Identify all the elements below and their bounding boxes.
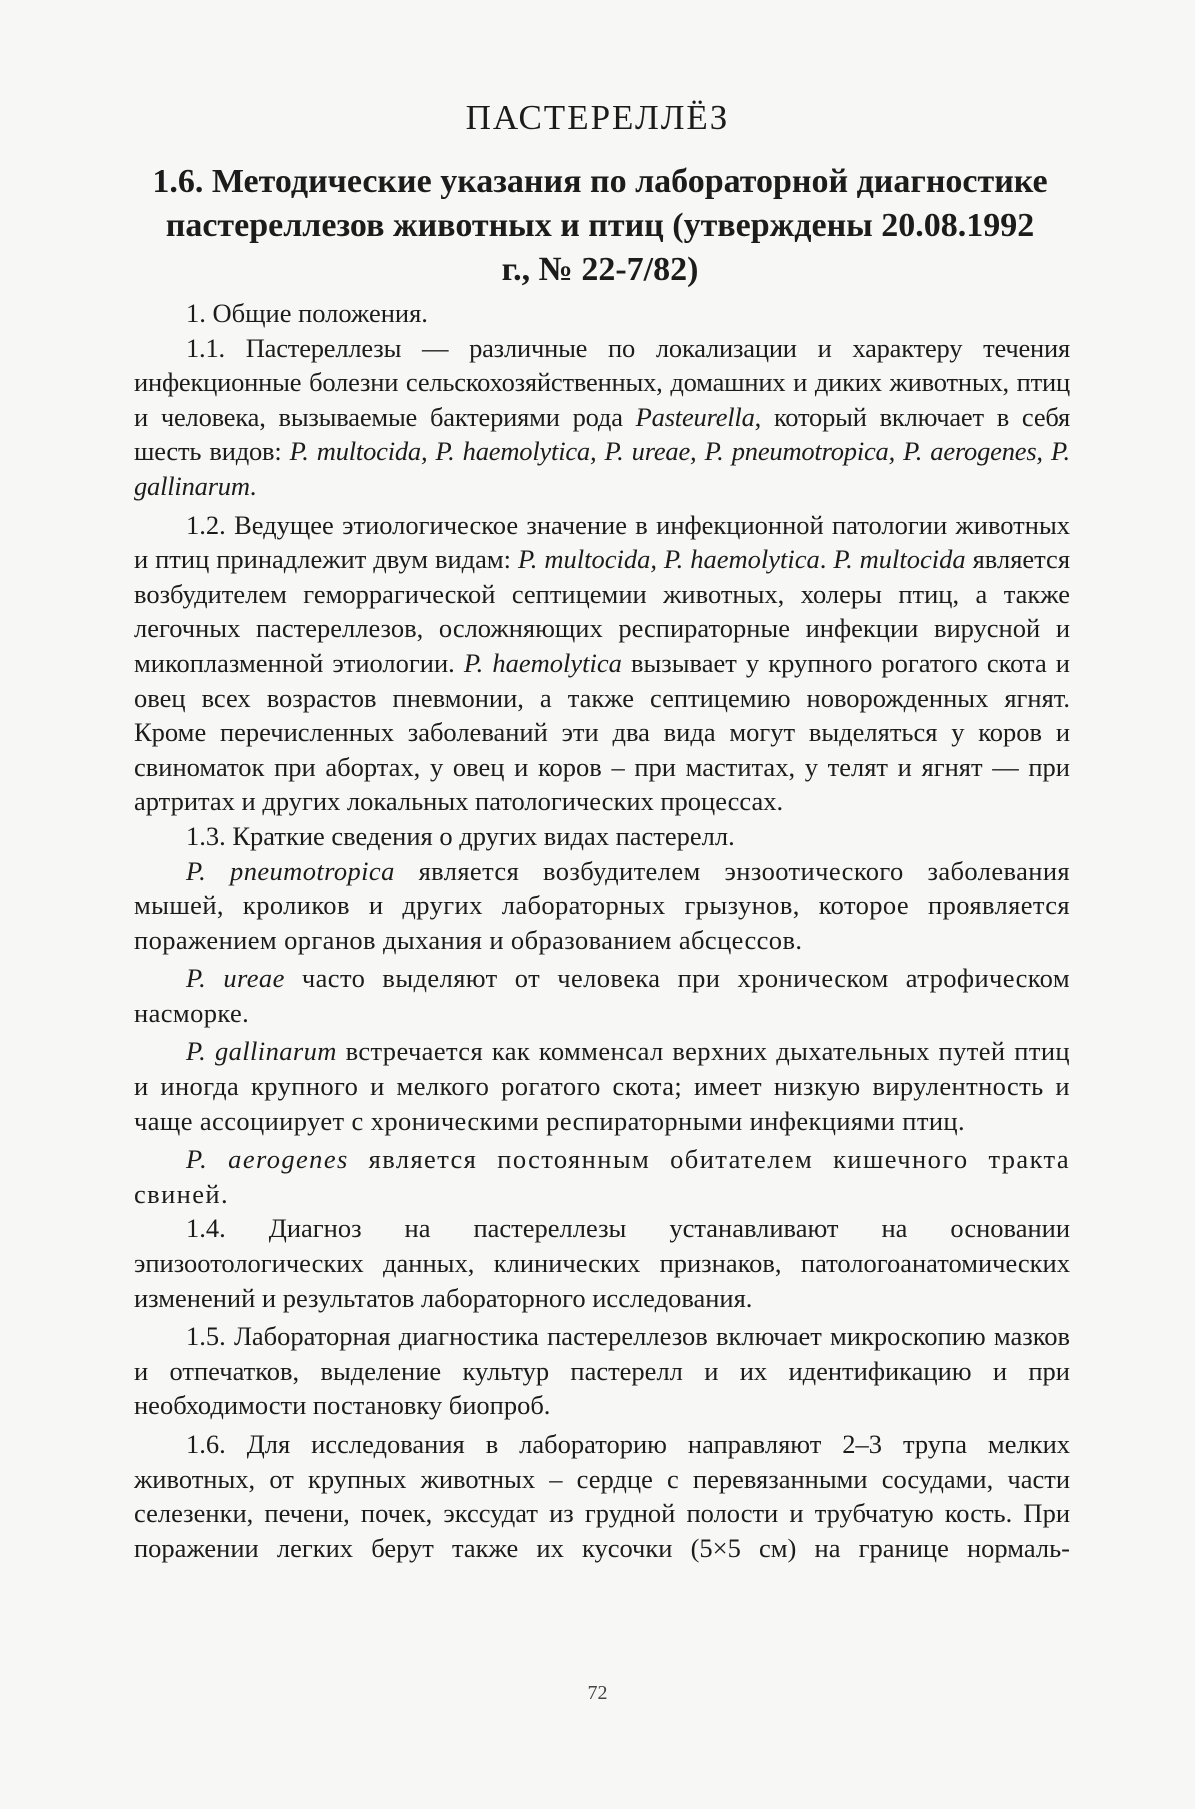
section-heading: 1.6. Методические указания по лабораторной диагностике пастереллезов животных и птиц (утверждены 20.08.1992 г., № 22-7/82): [152, 163, 1048, 288]
genus-name: Pasteurella: [635, 401, 755, 432]
paragraph-text: вызывает у крупного рогатого скота и овец всех возрастов пневмонии, а также септицемию новорожденных ягнят. Кроме перечисленных заболеваний эти два вида могут выделяться у коров и свиноматок при абортах, у овец и коров – при маститах, у телят и ягнят — при артритах и других локальных патологических процессах.: [134, 647, 1070, 817]
species-name: P. pneumotropica: [186, 855, 395, 886]
paragraph-text: .: [249, 470, 257, 501]
species-name: P. ureae: [186, 963, 285, 994]
species-list: P. multocida, P. haemolytica: [517, 544, 820, 575]
paragraph-text: .: [819, 544, 834, 575]
paragraph-1-5: [134, 1319, 1070, 1423]
paragraph-text: является возбудителем энзоотического заболевания мышей, кроликов и других лабораторных грызунов, которое проявляется поражением органов дыхания и образованием абсцессов.: [134, 855, 1070, 955]
paragraph-text: 1. Общие положения.: [186, 298, 428, 328]
paragraph-text: , который включает в себя шесть видов:: [134, 401, 1070, 467]
paragraph-aerogenes: [134, 1142, 1070, 1211]
chapter-title: ПАСТЕРЕЛЛЁЗ: [465, 98, 730, 137]
paragraph-1-4: [134, 1211, 1070, 1315]
species-name: P. multocida: [833, 544, 966, 575]
paragraph-text: является постоянным обитателем кишечного тракта свиней.: [134, 1144, 1070, 1209]
paragraph-text: 1.3. Краткие сведения о других видах пастерелл.: [186, 820, 735, 851]
paragraph-pneumotropica: [134, 854, 1070, 958]
paragraph-1-3: [134, 819, 1070, 854]
paragraph-general-provisions: [134, 296, 1070, 331]
species-name: P. aerogenes: [186, 1144, 349, 1175]
paragraph-text: встречается как комменсал верхних дыхательных путей птиц и иногда крупного и мелкого рогатого скота; имеет низкую вирулентность и чаще ассоциирует с хроническими респираторными инфекциями птиц.: [134, 1036, 1070, 1136]
paragraph-text: 1.6. Для исследования в лабораторию направляют 2–3 трупа мелких животных, от крупных животных – сердце с перевязанными сосудами, части селезенки, печени, почек, экссудат из грудной полости и трубчатую кость. При поражении легких берут также их кусочки (5×5 см) на границе нормаль-: [134, 1429, 1070, 1563]
paragraph-text: 1.5. Лабораторная диагностика пастереллезов включает микроскопию мазков и отпечатков, выделение культур пастерелл и их идентификацию и при необходимости постановку биопроб.: [134, 1321, 1070, 1421]
species-name: P. haemolytica: [463, 647, 622, 678]
paragraph-text: часто выделяют от человека при хроническом атрофическом насморке.: [134, 963, 1070, 1028]
document-body: [134, 296, 1070, 1565]
paragraph-1-2: [134, 508, 1070, 819]
paragraph-ureae: [134, 961, 1070, 1030]
page-number: 72: [587, 1682, 608, 1704]
species-name: P. gallinarum: [186, 1036, 337, 1067]
paragraph-gallinarum: [134, 1034, 1070, 1138]
paragraph-text: 1.1. Пастереллезы — различные по локализации и характеру течения инфекционные болезни сельскохозяйственных, домашних и диких животных, птиц и человека, вызываемые бактериями рода: [134, 332, 1070, 432]
species-list: P. multocida, P. haemolytica, P. ureae, P. pneumotropica, P. aerogenes, P. gallinarum: [134, 436, 1070, 501]
paragraph-1-1: [134, 331, 1070, 504]
paragraph-text: 1.4. Диагноз на пастереллезы устанавливают на основании эпизоотологических данных, клинических признаков, патологоанатомических изменений и результатов лабораторного исследования.: [134, 1213, 1070, 1313]
paragraph-text: 1.2. Ведущее этиологическое значение в инфекционной патологии животных и птиц принадлежит двум видам:: [134, 509, 1070, 575]
paragraph-1-6: [134, 1427, 1070, 1565]
paragraph-text: является возбудителем геморрагической септицемии животных, холеры птиц, а также легочных пастереллезов, осложняющих респираторные инфекции вирусной и микоплазменной этиологии.: [134, 544, 1071, 678]
